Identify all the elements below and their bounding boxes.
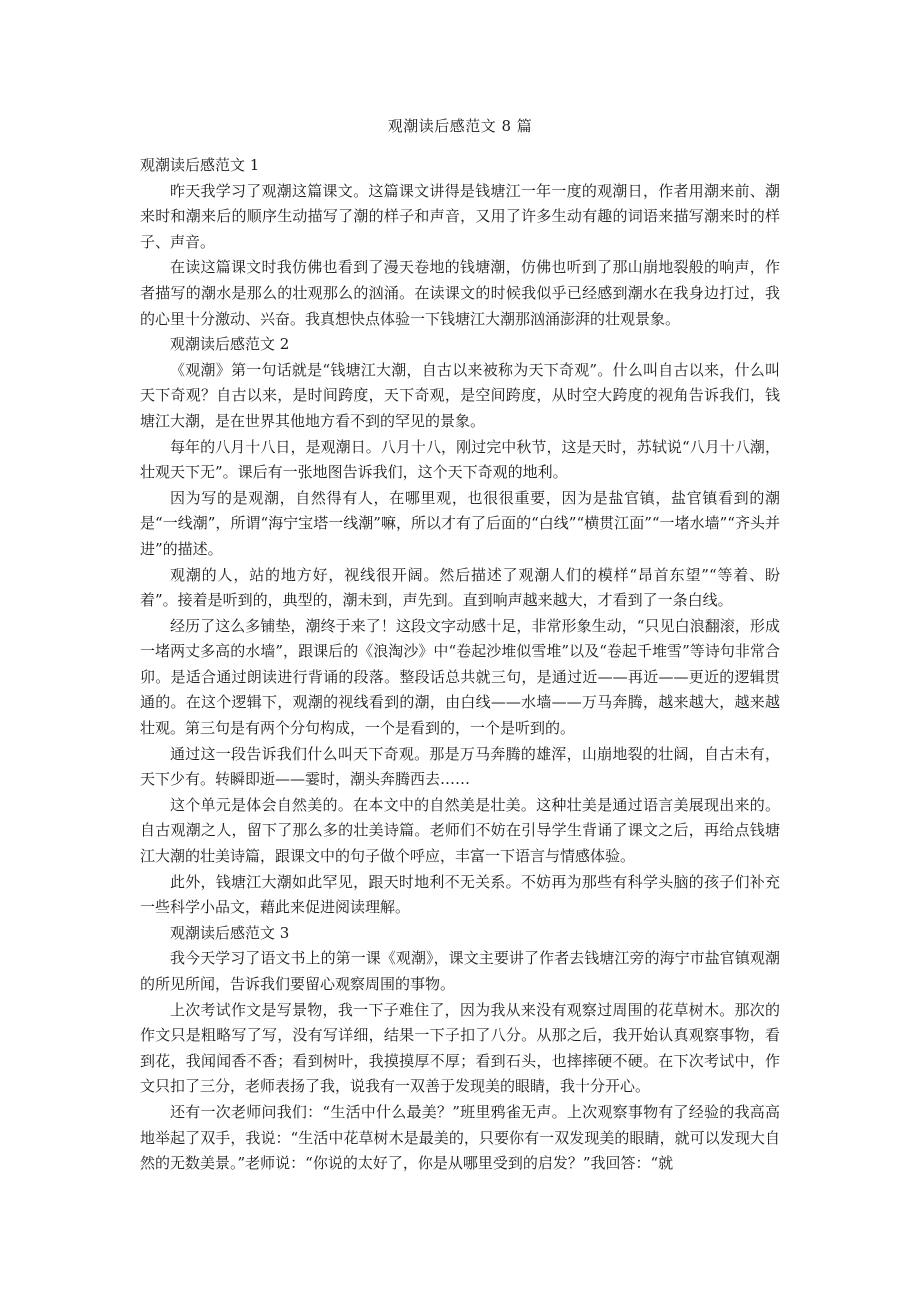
section-heading: 观潮读后感范文 3 bbox=[170, 923, 290, 942]
paragraph: 经历了这么多铺垫，潮终于来了！这段文字动感十足，非常形象生动，“只见白浪翻滚，形成一堵两丈多高的水墙”，跟课后的《浪淘沙》中“卷起沙堆似雪堆”以及“卷起千堆雪”等诗句非常合卯。是适合通过朗读进行背诵的段落。整段话总共就三句，是通过近——再近——更近的逻辑贯通的。在这个逻辑下，观潮的视线看到的潮，由白线——水墙——万马奔腾，越来越大，越来越壮观。第三句是有两个分句构成，一个是看到的，一个是听到的。 bbox=[140, 616, 780, 738]
section-heading: 观潮读后感范文 1 bbox=[140, 156, 260, 174]
paragraph: 还有一次老师问我们：“生活中什么最美？”班里鸦雀无声。上次观察事物有了经验的我高高地举起了双手，我说：“生活中花草树木是最美的，只要你有一双发现美的眼睛，就可以发现大自然的无数美景。”老师说：“你说的太好了，你是从哪里受到的启发？”我回答：“就 bbox=[140, 1102, 780, 1173]
paragraph: 此外，钱塘江大潮如此罕见，跟天时地利不无关系。不妨再为那些有科学头脑的孩子们补充一些科学小品文，藉此来促进阅读理解。 bbox=[140, 872, 780, 917]
paragraph: 我今天学习了语文书上的第一课《观潮》，课文主要讲了作者去钱塘江旁的海宁市盐官镇观潮的所见所闻，告诉我们要留心观察周围的事物。 bbox=[140, 949, 780, 993]
paragraph: 在读这篇课文时我仿佛也看到了漫天卷地的钱塘潮，仿佛也听到了那山崩地裂般的响声，作者描写的潮水是那么的壮观那么的汹涌。在读课文的时候我似乎已经感到潮水在我身边打过，我的心里十分激动、兴奋。我真想快点体验一下钱塘江大潮那汹涌澎湃的壮观景象。 bbox=[140, 258, 780, 328]
paragraph: 这个单元是体会自然美的。在本文中的自然美是壮美。这种壮美是通过语言美展现出来的。自古观潮之人，留下了那么多的壮美诗篇。老师们不妨在引导学生背诵了课文之后，再给点钱塘江大潮的壮美诗篇，跟课文中的句子做个呼应，丰富一下语言与情感体验。 bbox=[140, 795, 780, 866]
paragraph: 每年的八月十八日，是观潮日。八月十八，刚过完中秋节，这是天时，苏轼说“八月十八潮，壮观天下无”。课后有一张地图告诉我们，这个天下奇观的地利。 bbox=[140, 437, 780, 482]
paragraph: 昨天我学习了观潮这篇课文。这篇课文讲得是钱塘江一年一度的观潮日，作者用潮来前、潮来时和潮来后的顺序生动描写了潮的样子和声音，又用了许多生动有趣的词语来描写潮来时的样子、声音。 bbox=[140, 181, 780, 251]
paragraph: 通过这一段告诉我们什么叫天下奇观。那是万马奔腾的雄浑，山崩地裂的壮阔，自古未有，天下少有。转瞬即逝——霎时，潮头奔腾西去…… bbox=[140, 744, 780, 789]
paragraph: 观潮的人，站的地方好，视线很开阔。然后描述了观潮人们的模样“昂首东望”“等着、盼着”。接着是听到的，典型的，潮未到，声先到。直到响声越来越大，才看到了一条白线。 bbox=[140, 565, 780, 610]
paragraph: 《观潮》第一句话就是“钱塘江大潮，自古以来被称为天下奇观”。什么叫自古以来，什么叫天下奇观？自古以来，是时间跨度，天下奇观，是空间跨度，从时空大跨度的视角告诉我们，钱塘江大潮，是在世界其他地方看不到的罕见的景象。 bbox=[140, 360, 780, 430]
section-heading: 观潮读后感范文 2 bbox=[170, 335, 290, 354]
paragraph: 因为写的是观潮，自然得有人，在哪里观，也很很重要，因为是盐官镇，盐官镇看到的潮是“一线潮”，所谓“海宁宝塔一线潮”嘛，所以才有了后面的“白线”“横贯江面”“一堵水墙”“齐头并进”的描述。 bbox=[140, 488, 780, 558]
paragraph: 上次考试作文是写景物，我一下子难住了，因为我从来没有观察过周围的花草树木。那次的作文只是粗略写了写，没有写详细，结果一下子扣了八分。从那之后，我开始认真观察事物，看到花，我闻闻香不香；看到树叶，我摸摸厚不厚；看到石头，也摔摔硬不硬。在下次考试中，作文只扣了三分，老师表扬了我，说我有一双善于发现美的眼睛，我十分开心。 bbox=[140, 1000, 780, 1096]
document-title: 观潮读后感范文 8 篇 bbox=[387, 117, 533, 135]
document-body bbox=[140, 153, 780, 1177]
